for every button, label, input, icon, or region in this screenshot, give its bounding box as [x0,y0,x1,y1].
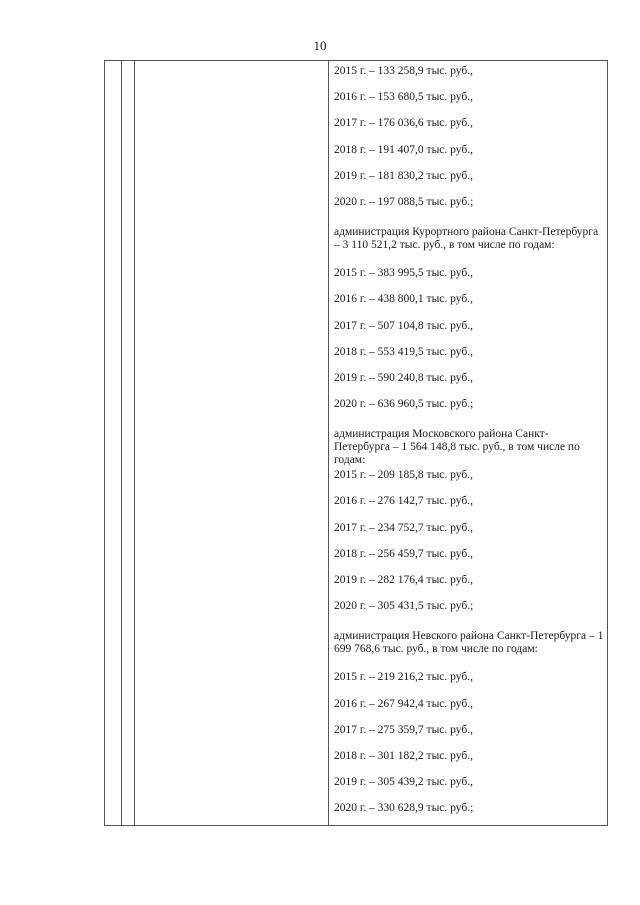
year-amount-row: 2019 г. – 305 439,2 тыс. руб., [334,776,473,789]
funding-table [104,60,608,826]
district-heading-nevsky: администрация Невского района Санкт-Петербурга – 1 699 768,6 тыс. руб., в том числе по годам: [334,630,604,656]
column-divider [121,61,122,825]
year-amount-row: 2017 г. – 275 359,7 тыс. руб., [334,723,473,736]
year-amount-row: 2018 г. – 553 419,5 тыс. руб., [334,345,473,358]
year-amount-row: 2020 г. – 197 088,5 тыс. руб.; [334,195,474,208]
year-amount-row: 2020 г. – 330 628,9 тыс. руб.; [334,802,474,815]
year-amount-row: 2017 г. – 507 104,8 тыс. руб., [334,319,473,332]
year-amount-row: 2015 г. – 219 216,2 тыс. руб., [334,671,473,684]
year-amount-row: 2019 г. – 282 176,4 тыс. руб., [334,574,473,586]
year-amount-row: 2017 г. – 234 752,7 тыс. руб., [334,521,473,534]
funding-breakdown-cell [334,65,604,829]
year-amount-row: 2019 г. – 181 830,2 тыс. руб., [334,169,473,182]
year-amount-row: 2018 г. – 256 459,7 тыс. руб., [334,547,473,560]
column-divider [134,61,135,825]
year-amount-row: 2016 г. – 276 142,7 тыс. руб., [334,495,473,508]
year-amount-row: 2020 г. – 636 960,5 тыс. руб.; [334,398,474,411]
year-amount-row: 2015 г. – 209 185,8 тыс. руб., [334,469,473,482]
district-heading-moskovsky: администрация Московского района Санкт-Петербурга – 1 564 148,8 тыс. руб., в том числе по годам: [334,428,580,467]
district-heading-kurortny: администрация Курортного района Санкт-Петербурга – 3 110 521,2 тыс. руб., в том числе по годам: [334,226,599,252]
year-amount-row: 2020 г. – 305 431,5 тыс. руб.; [334,600,474,613]
year-amount-row: 2016 г. – 267 942,4 тыс. руб., [334,697,473,710]
year-amount-row: 2016 г. – 153 680,5 тыс. руб., [334,91,473,104]
year-amount-row: 2019 г. – 590 240,8 тыс. руб., [334,371,473,384]
column-divider [328,61,329,825]
year-amount-row: 2018 г. – 301 182,2 тыс. руб., [334,749,473,762]
year-amount-row: 2017 г. – 176 036,6 тыс. руб., [334,117,473,130]
year-amount-row: 2016 г. – 438 800,1 тыс. руб., [334,293,473,306]
year-amount-row: 2015 г. – 383 995,5 тыс. руб., [334,267,473,280]
page-number: 10 [313,38,327,53]
year-amount-row: 2015 г. – 133 258,9 тыс. руб., [334,65,473,77]
year-amount-row: 2018 г. – 191 407,0 тыс. руб., [334,143,473,156]
